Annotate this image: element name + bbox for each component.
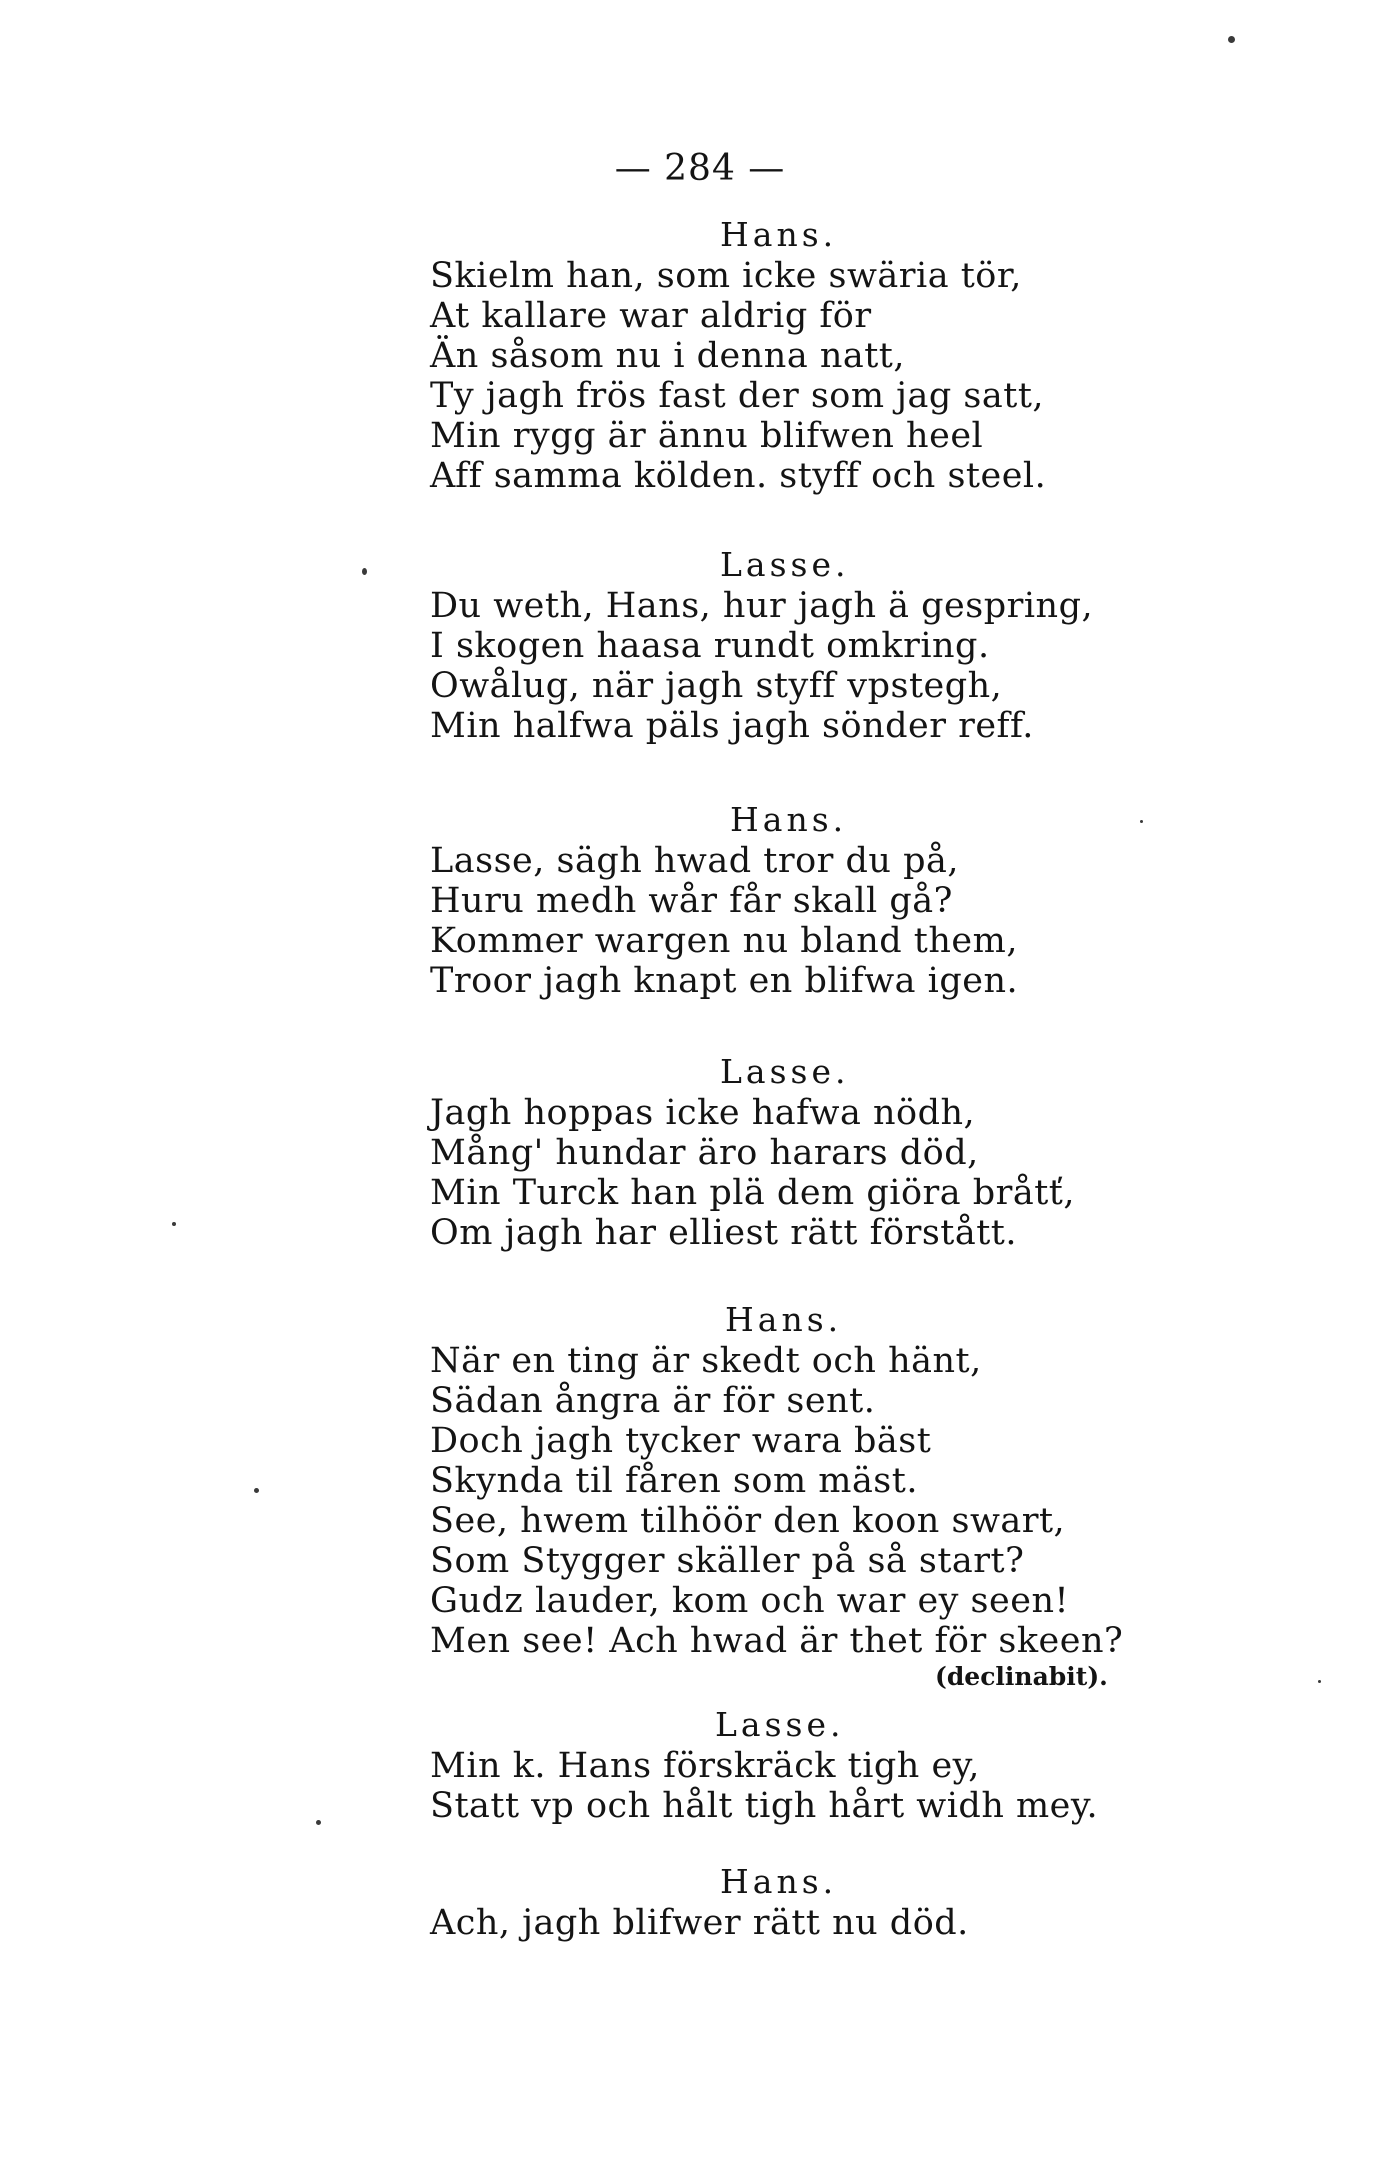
speaker-name: Lasse. <box>715 1705 845 1744</box>
verse-line: Men see! Ach hwad är thet för skeen? <box>430 1621 1124 1661</box>
speaker-name: Hans. <box>720 1862 838 1901</box>
scan-speck <box>362 568 367 575</box>
scan-speck <box>1228 36 1235 43</box>
verse-line: Än såsom nu i denna natt, <box>430 336 906 376</box>
speaker-name: Hans. <box>725 1300 843 1339</box>
verse-line: Min k. Hans förskräck tigh ey, <box>430 1746 980 1786</box>
dialogue-block <box>430 1299 1150 1693</box>
dialogue-block <box>430 1051 1150 1253</box>
verse-line: I skogen haasa rundt omkring. <box>430 626 990 666</box>
verse-line: Troor jagh knapt en blifwa igen. <box>430 961 1019 1001</box>
verse-line: At kallare war aldrig för <box>430 296 872 336</box>
verse-line: Ach, jagh blifwer rätt nu död. <box>430 1903 969 1943</box>
verse-line: Min rygg är ännu blifwen heel <box>430 416 984 456</box>
verse-line: Min halfwa päls jagh sönder reff. <box>430 706 1034 746</box>
speaker-name: Hans. <box>720 215 838 254</box>
page-number: — 284 — <box>614 148 786 189</box>
verse-line: Jagh hoppas icke hafwa nödh, <box>430 1093 976 1133</box>
dialogue-block <box>430 1704 1150 1826</box>
speaker-name: Lasse. <box>720 545 850 584</box>
verse-line: Owålug, när jagh styff vpstegh, <box>430 666 1003 706</box>
verse-line: Aff samma kölden. styff och steel. <box>430 456 1047 496</box>
dialogue-block <box>430 544 1150 746</box>
verse-line: Lasse, sägh hwad tror du på, <box>430 841 959 881</box>
scan-speck <box>1140 820 1143 823</box>
dialogue-block <box>430 799 1150 1001</box>
verse-line: Gudz lauder, kom och war ey seen! <box>430 1581 1070 1621</box>
verse-line: Kommer wargen nu bland them, <box>430 921 1018 961</box>
speaker-name: Hans. <box>730 800 848 839</box>
verse-line: Statt vp och hålt tigh hårt widh mey. <box>430 1786 1099 1826</box>
verse-line: Skynda til fåren som mäst. <box>430 1461 918 1501</box>
dialogue-block <box>430 214 1150 496</box>
scan-speck <box>1318 1680 1321 1683</box>
scan-speck <box>316 1820 321 1825</box>
verse-line: Min Turck han plä dem giöra bråtť, <box>430 1173 1076 1213</box>
verse-line: Doch jagh tycker wara bäst <box>430 1421 932 1461</box>
verse-line: Du weth, Hans, hur jagh ä gespring, <box>430 586 1094 626</box>
verse-line: See, hwem tilhöör den koon swart, <box>430 1501 1066 1541</box>
verse-line: Om jagh har elliest rätt förstått. <box>430 1213 1017 1253</box>
stage-direction: (declinabit). <box>935 1662 1108 1691</box>
verse-line: Sädan ångra är för sent. <box>430 1381 876 1421</box>
verse-line: Huru medh wår får skall gå? <box>430 881 953 921</box>
scan-speck <box>254 1488 259 1493</box>
verse-line: Skielm han, som icke swäria tör, <box>430 256 1022 296</box>
verse-line: När en ting är skedt och hänt, <box>430 1341 982 1381</box>
dialogue-block <box>430 1861 1150 1943</box>
verse-line: Ty jagh frös fast der som jag satt, <box>430 376 1045 416</box>
scan-speck <box>172 1222 176 1226</box>
verse-line: Mång' hundar äro harars död, <box>430 1133 979 1173</box>
speaker-name: Lasse. <box>720 1052 850 1091</box>
verse-line: Som Stygger skäller på så start? <box>430 1541 1025 1581</box>
